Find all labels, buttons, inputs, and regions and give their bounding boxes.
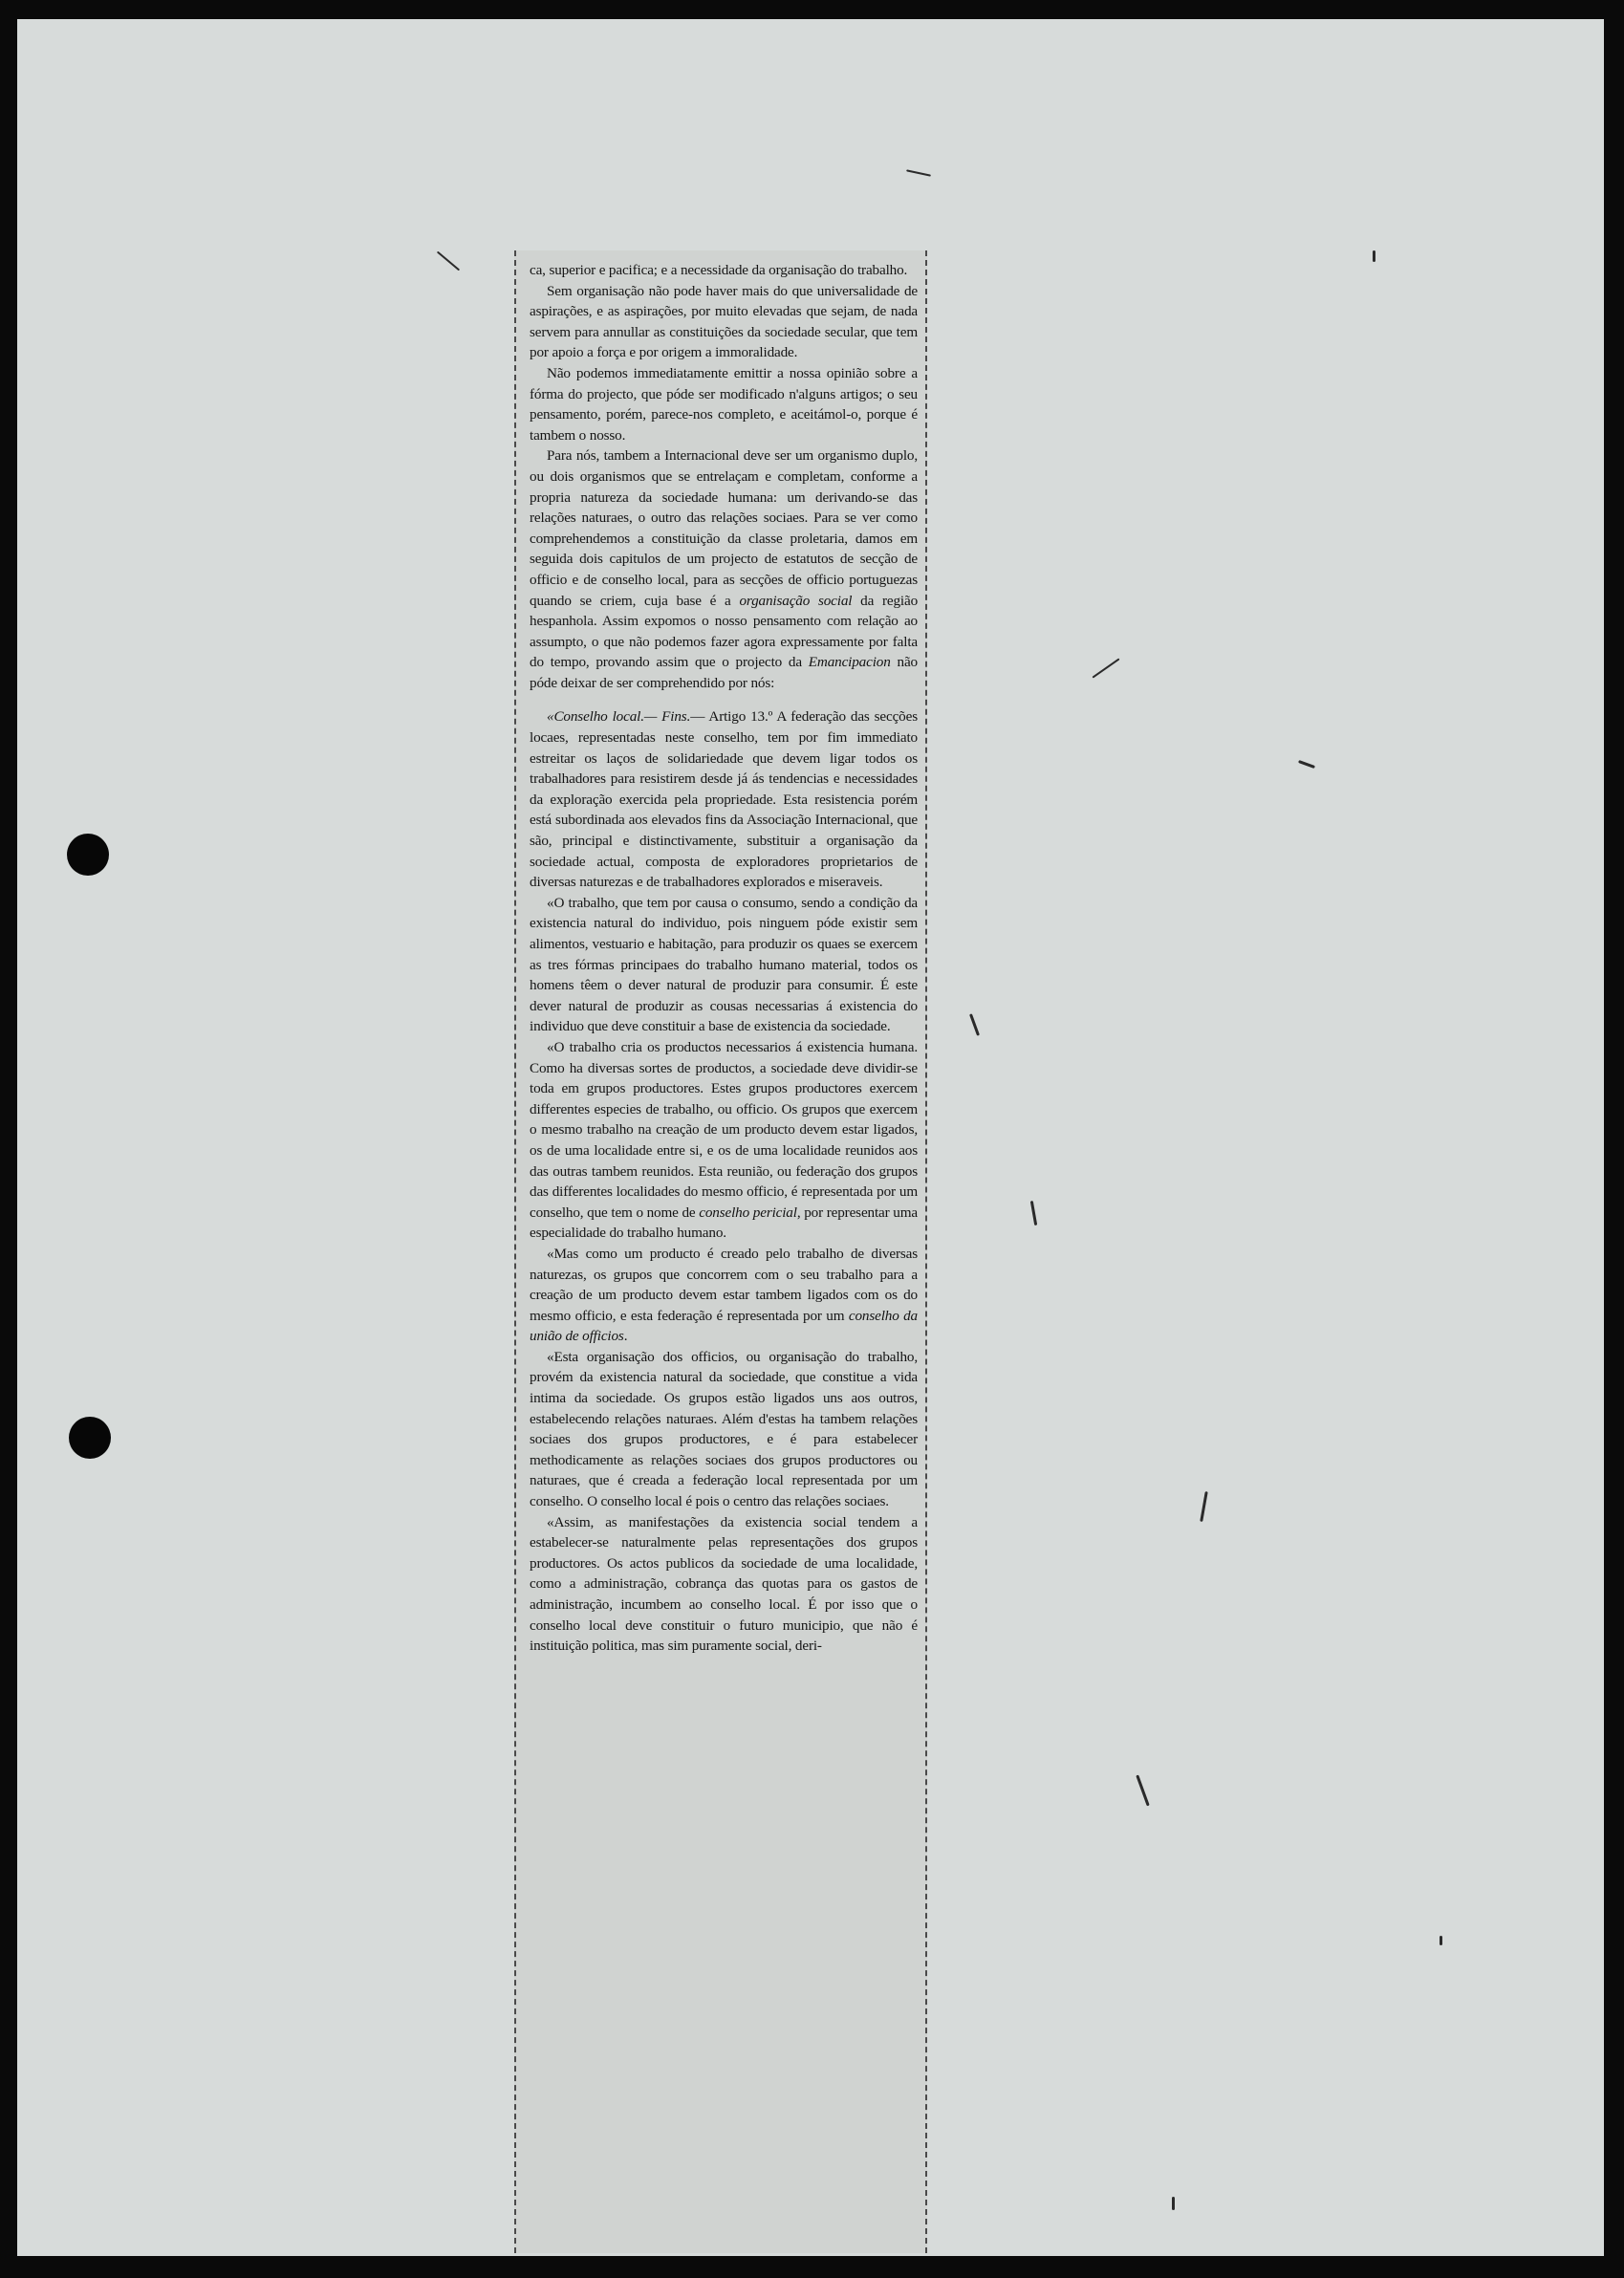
paragraph-text: «O trabalho cria os productos necessarios á existencia humana. Como ha diversas sortes de productos, a sociedade deve dividir-se toda em grupos productores. Estes grupos productores exercem differentes especies de trabalho, ou officio. Os grupos que exercem o mesmo trabalho na creação de um producto devem estar ligados, os de uma localidade entre si, e os de uma localidade reunidos aos das outras tambem reunidos. Esta reunião, ou federação dos grupos das differentes localidades do mesmo officio, é representada por um conselho, que tem o nome de: [530, 1038, 918, 1221]
paragraph: ca, superior e pacifica; e a necessidade da organisação do trabalho.: [530, 262, 908, 278]
paragraph-text: — Artigo 13.º A federação das secções locaes, representadas neste conselho, tem por fim immediato estreitar os laços de solidariedade que devem ligar todos os trabalhadores para resistirem desde já ás tendencias e necessidades da exploração exercida pela propriedade. Esta resistencia porém está subordinada aos elevados fins da Associação Internacional, que são, principal e distinctivamente, substituir a organisação da sociedade actual, composta de exploradores proprietarios de diversas naturezas e de trabalhadores explorados e miseraveis.: [530, 708, 918, 891]
paragraph: [530, 706, 918, 892]
scan-speck: [1298, 760, 1315, 769]
section-heading: «Conselho local.— Fins.: [547, 708, 691, 726]
paragraph: [530, 1244, 918, 1347]
punch-hole-top: [67, 834, 109, 876]
scan-speck: [1030, 1201, 1037, 1226]
archive-sheet: [17, 19, 1604, 2256]
paragraph-text: da região hespanhola. Assim expomos o nosso pensamento com relação ao assumpto, o que não podemos fazer agora expressamente por falta do tempo, provando assim que o projecto da: [530, 592, 919, 671]
scan-speck: [1440, 1936, 1442, 1945]
scan-speck: [1373, 250, 1375, 262]
italic-term: conselho pericial: [699, 1204, 797, 1221]
scan-speck: [969, 1013, 980, 1036]
scan-speck: [1172, 2197, 1175, 2210]
italic-term: organisação social: [739, 592, 853, 609]
paragraph: Não podemos immediatamente emittir a nossa opinião sobre a fórma do projecto, que póde ser modificado n'alguns artigos; o seu pensamento, porém, parece-nos completo, e aceitámol-o, porque é tambem o nosso.: [530, 364, 918, 444]
paragraph-text: .: [623, 1328, 628, 1345]
paragraph-text: «Mas como um producto é creado pelo trabalho de diversas naturezas, os grupos que concorrem com o seu trabalho para a creação de um producto devem estar tambem ligados com os do mesmo officio, e esta federação é representada por um: [530, 1245, 918, 1324]
paragraph: [530, 445, 918, 693]
italic-term: Emancipacion: [808, 654, 891, 671]
scan-speck: [906, 169, 931, 176]
paragraph-text: Para nós, tambem a Internacional deve ser um organismo duplo, ou dois organismos que se entrelaçam e completam, conforme a propria natureza da sociedade humana: um derivando-se das relações naturaes, o outro das relações sociaes. Para se ver como comprehendemos a constituição da classe proletaria, damos em seguida dois capitulos de um projecto de estatutos de secção de officio e de conselho local, para as secções de officio portuguezas quando se criem, cuja base é a: [530, 447, 918, 609]
paragraph: «Assim, as manifestações da existencia social tendem a estabelecer-se naturalmente pelas representações dos grupos productores. Os actos publicos da sociedade de uma localidade, como a administração, cobrança das quotas para os gastos de administração, incumbem ao conselho local. É por isso que o conselho local deve constituir o futuro municipio, que não é instituição politica, mas sim puramente social, deri-: [530, 1513, 918, 1655]
scan-speck: [1200, 1491, 1208, 1522]
paragraph: Sem organisação não pode haver mais do que universalidade de aspirações, e as aspirações, por muito elevadas que sejam, de nada servem para annullar as constituições da sociedade secular, que tem por apoio a força e por origem a immoralidade.: [530, 282, 918, 361]
scan-speck: [437, 251, 460, 271]
punch-hole-bottom: [69, 1417, 111, 1459]
paragraph: «Esta organisação dos officios, ou organisação do trabalho, provém da existencia natural da sociedade, que constitue a vida intima da sociedade. Os grupos estão ligados uns aos outros, estabelecendo relações naturaes. Além d'estas ha tambem relações sociaes dos grupos productores, e é para estabelecer methodicamente as relações sociaes dos grupos productores ou naturaes, que é creada a federação local representada por um conselho. O conselho local é pois o centro das relações sociaes.: [530, 1348, 918, 1510]
newspaper-clipping: [514, 250, 927, 2253]
italic-term: conselho da união de officios: [530, 1307, 919, 1345]
paragraph: [530, 1037, 918, 1244]
paragraph: «O trabalho, que tem por causa o consumo, sendo a condição da existencia natural do individuo, pois ninguem póde existir sem alimentos, vestuario e habitação, para produzir os quaes se exercem as tres fórmas principaes do trabalho humano material, todos os homens têem o dever natural de produzir para consumir. É este dever natural de produzir as cousas necessarias á existencia do individuo que deve constituir a base de existencia da sociedade.: [530, 894, 918, 1035]
scan-speck: [1136, 1775, 1149, 1807]
paragraph-text: não póde deixar de ser comprehendido por nós:: [530, 654, 918, 691]
scan-speck: [1093, 658, 1120, 678]
paragraph-text: , por representar uma especialidade do trabalho humano.: [530, 1204, 918, 1242]
